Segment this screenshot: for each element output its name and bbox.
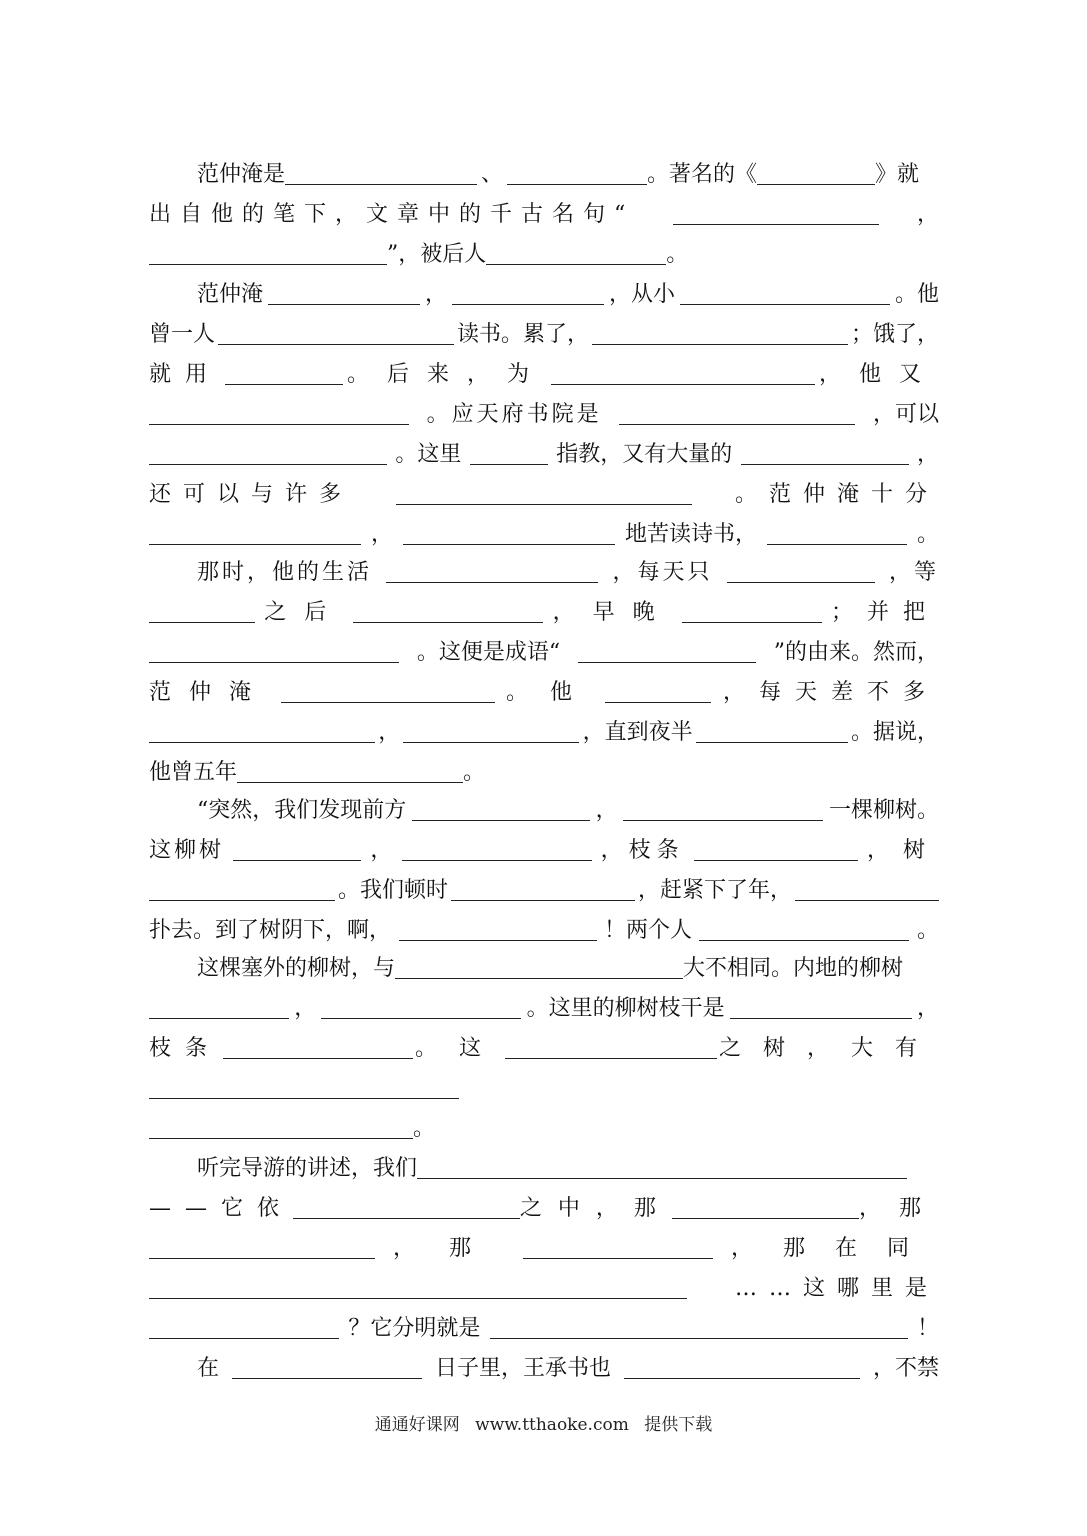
fill-blank[interactable] [757, 160, 875, 185]
fill-blank[interactable] [592, 320, 848, 345]
text: ”，被后人 [387, 242, 487, 267]
text: ，赶紧下了年， [637, 878, 792, 903]
text: 扑去。到了树阴下，啊， [149, 918, 392, 943]
text-line [149, 390, 939, 430]
text: 。 [916, 918, 939, 943]
page-footer [0, 1410, 1087, 1435]
fill-blank[interactable] [218, 320, 454, 345]
text-line [149, 1344, 939, 1384]
fill-blank[interactable] [402, 836, 592, 861]
text-line [149, 866, 939, 906]
fill-blank[interactable] [451, 876, 635, 901]
fill-blank[interactable] [623, 796, 823, 821]
fill-blank[interactable] [507, 160, 647, 185]
fill-blank[interactable] [149, 440, 387, 465]
fill-blank[interactable] [386, 558, 598, 583]
text: 他曾五年 [149, 760, 238, 785]
text: ， [916, 996, 939, 1021]
text: 在 [197, 1356, 220, 1381]
fill-blank[interactable] [452, 280, 604, 305]
text: 。据说， [850, 720, 939, 745]
text: 。著名的《 [647, 162, 758, 187]
fill-blank[interactable] [321, 994, 521, 1019]
text: ， [916, 202, 939, 227]
text: 。范仲淹十分 [734, 482, 939, 507]
fill-blank[interactable] [225, 360, 343, 385]
text: ，每天只 [612, 560, 713, 585]
fill-blank[interactable] [486, 240, 666, 265]
fill-blank[interactable] [682, 598, 822, 623]
fill-blank[interactable] [281, 678, 495, 703]
text: ！ [916, 1316, 939, 1341]
text: 日子里，王承书也 [434, 1356, 611, 1381]
fill-blank[interactable] [395, 954, 683, 979]
text-line [149, 1224, 939, 1264]
fill-blank[interactable] [149, 1114, 413, 1139]
text: 大不相同。内地的柳树 [683, 956, 904, 981]
text: ，等 [888, 560, 939, 585]
fill-blank[interactable] [399, 916, 597, 941]
text: 指教，又有大量的 [556, 442, 733, 467]
text: ……这哪里是 [734, 1276, 939, 1301]
footer-suffix: 提供下载 [644, 1415, 713, 1435]
fill-blank[interactable] [673, 200, 879, 225]
text: ，那 [858, 1196, 939, 1221]
fill-blank[interactable] [694, 836, 858, 861]
fill-blank[interactable] [268, 280, 420, 305]
fill-blank[interactable] [767, 520, 907, 545]
text: ， [424, 282, 447, 307]
text: 枝条 [149, 1036, 222, 1061]
text-line [149, 150, 939, 190]
text: 之中，那 [519, 1196, 672, 1221]
text: ，枝条 [600, 838, 685, 863]
text-line [149, 826, 939, 866]
text: ，每天差不多 [722, 680, 939, 705]
fill-blank[interactable] [727, 558, 875, 583]
text: ，可以 [872, 402, 939, 427]
text: ，从小 [608, 282, 675, 307]
text: ；饿了， [850, 322, 939, 347]
text-line [149, 1024, 939, 1064]
text: 出自他的笔下，文章中的千古名句“ [149, 202, 635, 227]
fill-blank[interactable] [672, 1194, 859, 1219]
text: ，那 [392, 1236, 505, 1261]
text: 。应天府书院是 [426, 402, 602, 427]
fill-blank[interactable] [353, 598, 543, 623]
fill-blank[interactable] [412, 796, 590, 821]
text: 范仲淹 [149, 680, 270, 705]
text: 。他 [505, 680, 594, 705]
text: 范仲淹 [197, 282, 264, 307]
fill-blank[interactable] [285, 160, 477, 185]
text-line [149, 510, 939, 550]
fill-blank[interactable] [223, 1034, 413, 1059]
text: 。这 [414, 1036, 503, 1061]
text: 。 [463, 760, 486, 785]
text: ， [595, 798, 618, 823]
footer-url[interactable]: www.tthaoke.com [475, 1415, 629, 1435]
text-line [149, 786, 939, 826]
fill-blank[interactable] [149, 598, 255, 623]
fill-blank[interactable] [741, 440, 909, 465]
text: ， [916, 442, 939, 467]
fill-blank[interactable] [619, 400, 855, 425]
text: 一棵柳树。 [828, 798, 939, 823]
text: ，直到夜半 [582, 720, 693, 745]
text: 。这便是成语“ [416, 640, 561, 665]
fill-blank[interactable] [149, 400, 409, 425]
text-line [149, 708, 939, 748]
fill-blank[interactable] [551, 360, 815, 385]
text-line [149, 190, 939, 230]
fill-blank[interactable] [795, 876, 939, 901]
text: 之树，大有 [718, 1036, 939, 1061]
text: 。 [666, 242, 689, 267]
text-line [149, 628, 939, 668]
text-line [149, 906, 939, 946]
text: 就用 [149, 362, 222, 387]
text: 。我们顿时 [337, 878, 448, 903]
fill-blank[interactable] [403, 718, 579, 743]
fill-blank[interactable] [624, 1354, 860, 1379]
fill-blank[interactable] [417, 1154, 907, 1179]
fill-blank[interactable] [232, 1354, 422, 1379]
text-line [149, 310, 939, 350]
text: ， [370, 838, 393, 863]
text-line [149, 748, 939, 788]
fill-blank[interactable] [149, 1234, 375, 1259]
fill-blank[interactable] [233, 836, 361, 861]
fill-blank[interactable] [696, 718, 848, 743]
text-line [149, 1184, 939, 1224]
text: ？它分明就是 [348, 1316, 481, 1341]
text-line [149, 430, 939, 470]
fill-blank[interactable] [149, 240, 387, 265]
text: 这柳树 [149, 838, 225, 863]
text: 听完导游的讲述，我们 [197, 1156, 418, 1181]
text: 读书。累了， [456, 322, 589, 347]
text: ；并把 [830, 600, 939, 625]
text-line [149, 1104, 939, 1144]
text: ， [294, 996, 317, 1021]
text-line [149, 668, 939, 708]
text: 地苦读诗书， [624, 522, 757, 547]
text: ， [370, 522, 393, 547]
fill-blank[interactable] [699, 916, 909, 941]
fill-blank[interactable] [505, 1034, 717, 1059]
text-line [149, 470, 939, 510]
fill-blank[interactable] [578, 638, 756, 663]
text: 还可以与许多 [149, 482, 354, 507]
text: 这棵塞外的柳树，与 [197, 956, 396, 981]
text: ，他又 [818, 362, 939, 387]
fill-blank[interactable] [149, 994, 289, 1019]
text-line [149, 270, 939, 310]
text-line [149, 230, 939, 270]
text: 之后 [264, 600, 345, 625]
text: ，那在同 [730, 1236, 939, 1261]
fill-blank[interactable] [396, 480, 692, 505]
text: ”的由来。然而， [773, 640, 939, 665]
fill-blank[interactable] [237, 758, 463, 783]
text: 。 [916, 522, 939, 547]
text: 、 [481, 162, 504, 187]
text-line [149, 984, 939, 1024]
fill-blank[interactable] [149, 638, 399, 663]
text-line [149, 944, 939, 984]
text: 。 [413, 1116, 436, 1141]
text: 范仲淹是 [197, 162, 286, 187]
text: ， [378, 720, 401, 745]
fill-blank[interactable] [490, 1314, 908, 1339]
fill-blank[interactable] [293, 1194, 520, 1219]
fill-blank[interactable] [470, 440, 548, 465]
text: ，不禁 [872, 1356, 939, 1381]
fill-blank[interactable] [149, 876, 335, 901]
fill-blank[interactable] [403, 520, 615, 545]
fill-blank[interactable] [523, 1234, 713, 1259]
footer-site-name: 通通好课网 [374, 1415, 460, 1435]
fill-blank[interactable] [149, 1074, 459, 1099]
fill-blank[interactable] [605, 678, 711, 703]
text: ，早晚 [552, 600, 673, 625]
fill-blank[interactable] [730, 994, 912, 1019]
fill-blank[interactable] [149, 520, 361, 545]
text-line [149, 1264, 939, 1304]
text: 。他 [894, 282, 939, 307]
text: 。这里的柳树枝干是 [526, 996, 725, 1021]
text: 那时，他的生活 [197, 560, 373, 585]
fill-blank[interactable] [149, 1314, 339, 1339]
text-line [149, 588, 939, 628]
text: ，树 [866, 838, 939, 863]
text: 。后来，为 [346, 362, 547, 387]
text-line [149, 350, 939, 390]
text: ——它依 [149, 1196, 294, 1221]
text: 》就 [875, 162, 920, 187]
text-line [149, 548, 939, 588]
fill-blank[interactable] [149, 1274, 687, 1299]
text-line [149, 1304, 939, 1344]
fill-blank[interactable] [149, 718, 375, 743]
text: ！两个人 [603, 918, 692, 943]
text-line [149, 1144, 939, 1184]
text: 曾一人 [149, 322, 216, 347]
text-line [149, 1064, 939, 1104]
fill-blank[interactable] [680, 280, 890, 305]
text: 。这里 [395, 442, 462, 467]
text: “突然，我们发现前方 [197, 798, 407, 823]
